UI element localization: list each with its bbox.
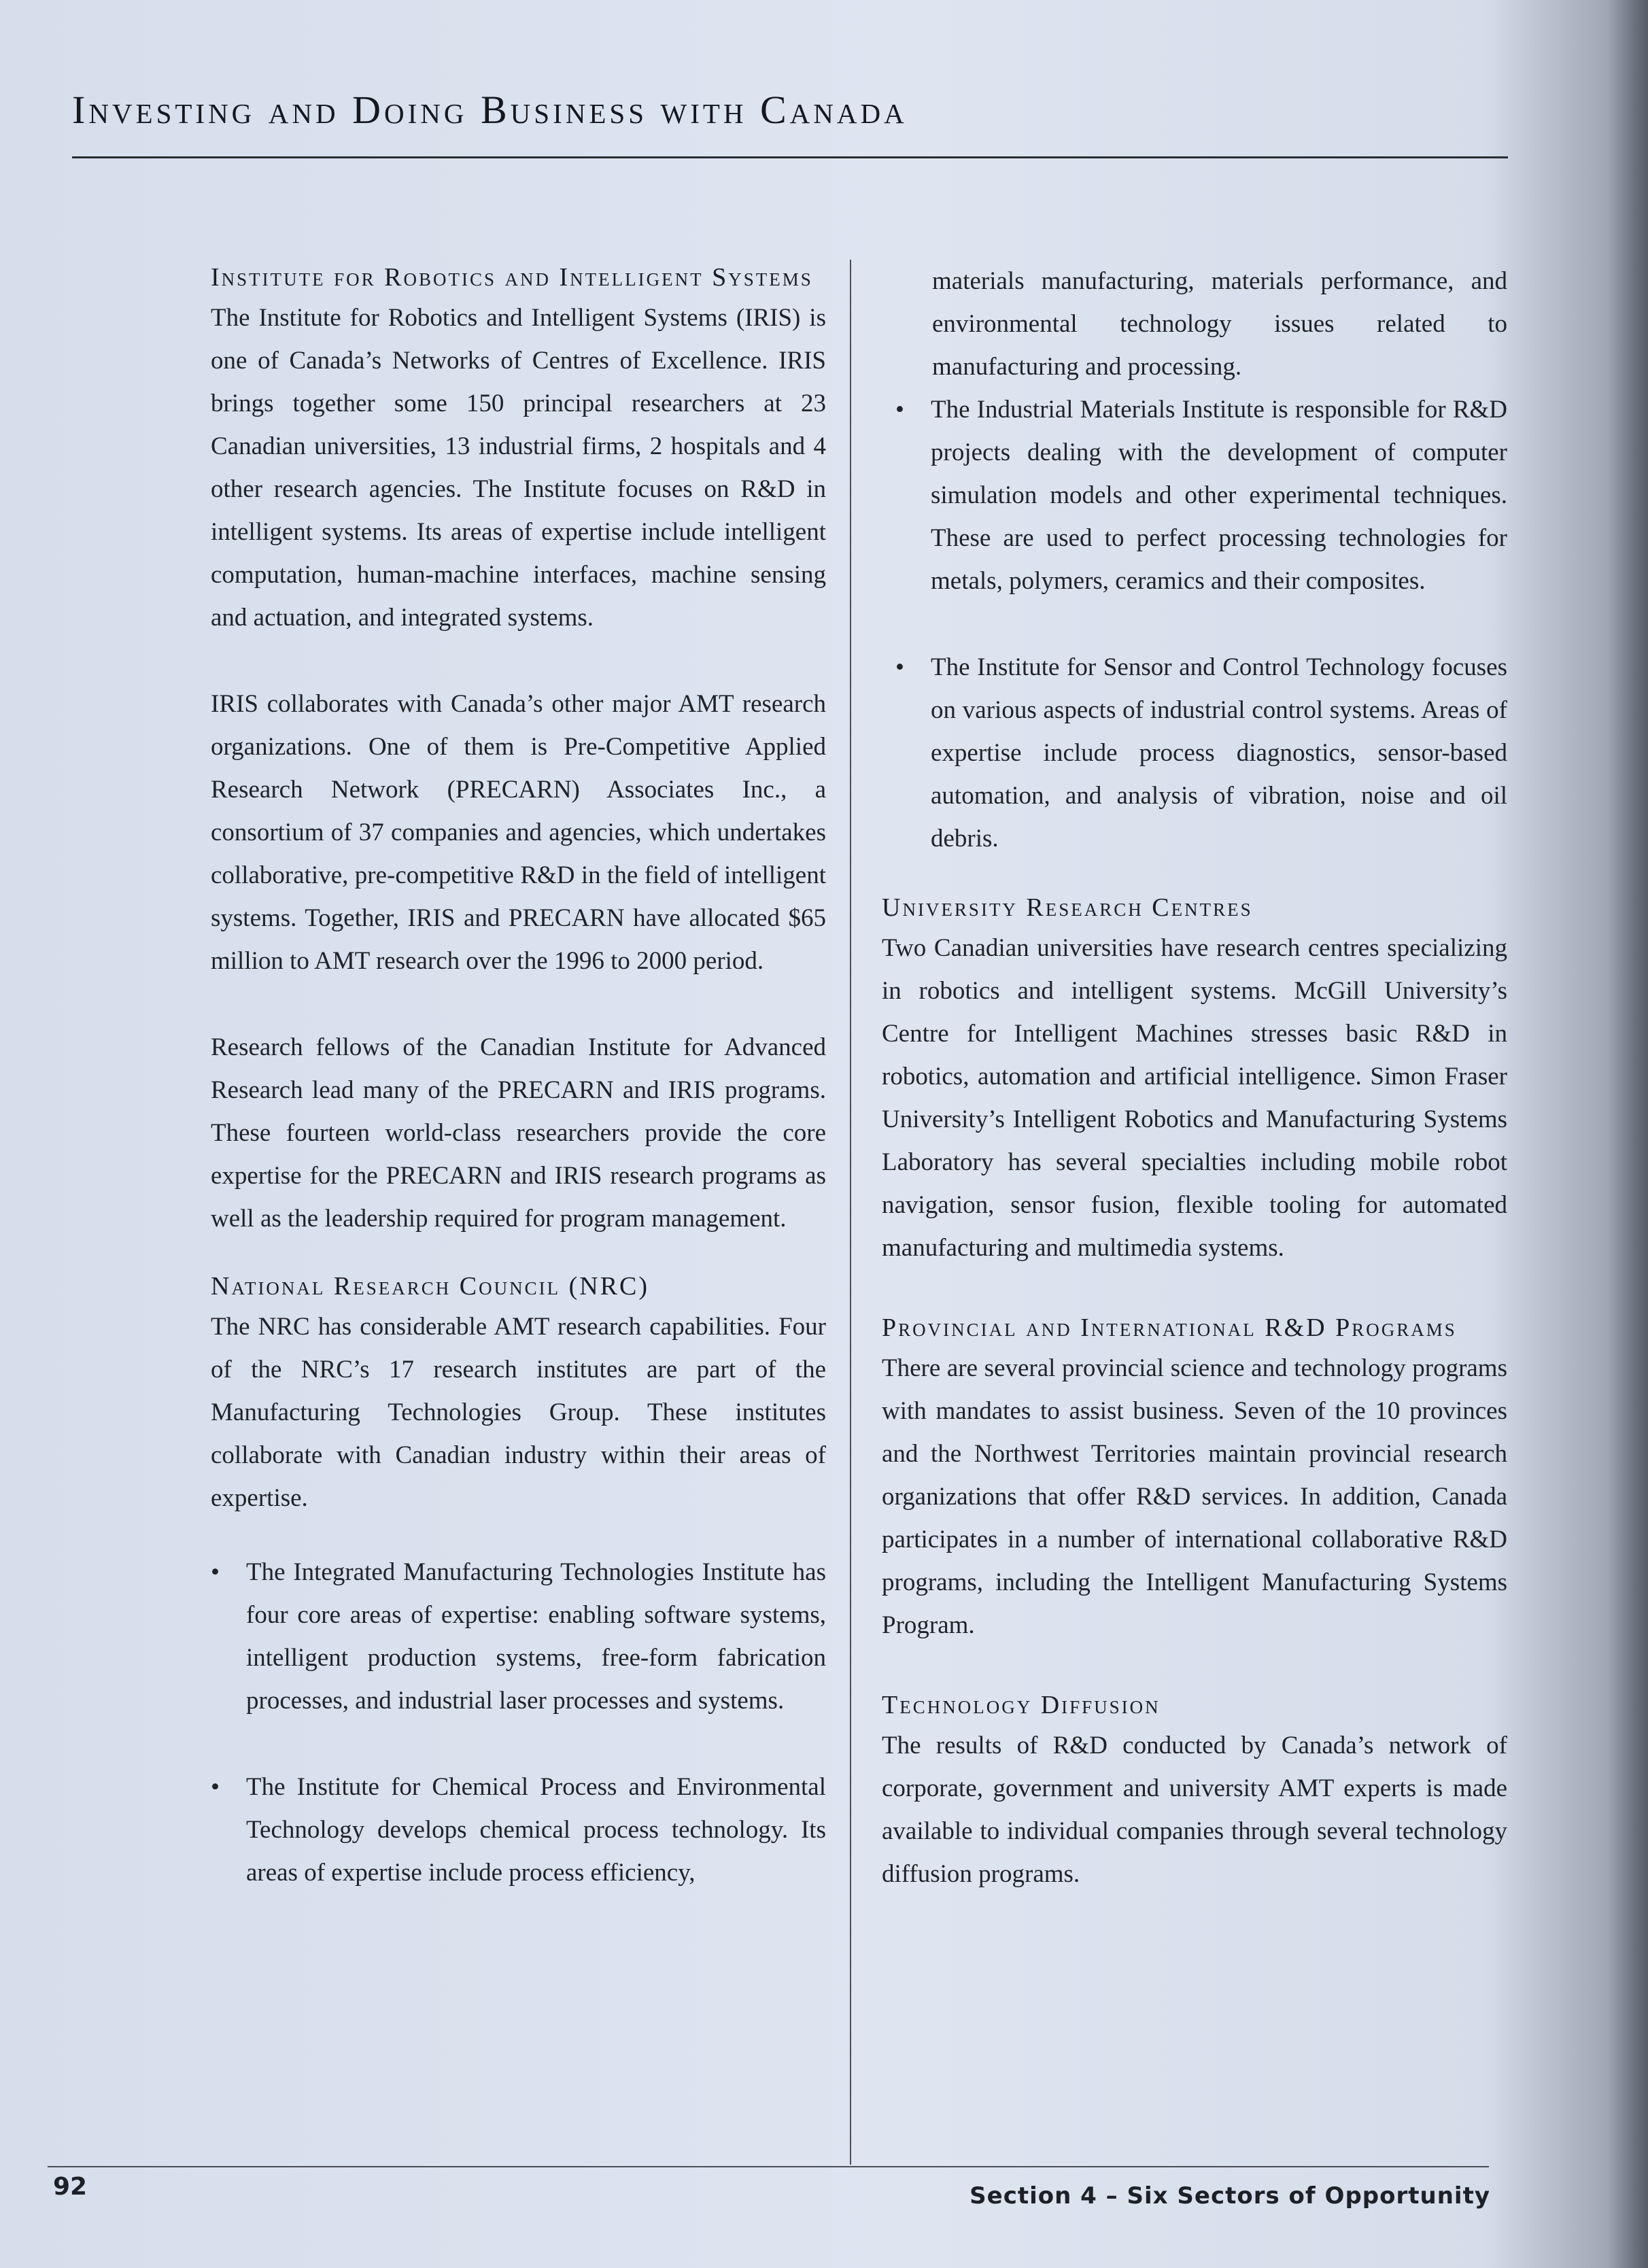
heading-technology-diffusion: Technology Diffusion	[882, 1691, 1161, 1719]
nrc-institutes-list	[211, 1551, 826, 1894]
heading-university-research: University Research Centres	[882, 893, 1253, 922]
list-item	[211, 1551, 826, 1722]
footer-rule	[48, 2166, 1489, 2167]
iris-paragraph-1: The Institute for Robotics and Intelligent Systems (IRIS) is one of Canada’s Networks of Centres of Excellence. IRIS brings together some 150 principal researchers at 23 Canadian universities, 13 industrial firms, 2 hospitals and 4 other research agencies. The Institute focuses on R&D in intelligent systems. Its areas of expertise include intelligent computation, human-machine interfaces, machine sensing and actuation, and integrated systems.	[211, 304, 826, 632]
bullet-icon: •	[211, 1773, 220, 1801]
iris-paragraph-2: IRIS collaborates with Canada’s other major AMT research organizations. One of them is Pre-Competitive Applied Research Network (PRECARN) Associates Inc., a consortium of 37 companies and agencies, which undertakes collaborative, pre-competitive R&D in the field of intelligent systems. Together, IRIS and PRECARN have allocated $65 million to AMT research over the 1996 to 2000 period.	[211, 690, 826, 975]
provincial-paragraph: There are several provincial science and technology programs with mandates to assist business. Seven of the 10 provinces and the Northwest Territories maintain provincial research organizations that offer R&D services. In addition, Canada participates in a number of international collaborative R&D programs, including the Intelligent Manufacturing Systems Program.	[882, 1354, 1507, 1639]
page-edge-shadow	[1607, 0, 1648, 2268]
nrc-institutes-list-continued	[882, 388, 1507, 860]
heading-iris: Institute for Robotics and Intelligent Systems	[211, 263, 813, 292]
list-item-text: The Industrial Materials Institute is responsible for R&D projects dealing with the development of computer simulation models and other experimental techniques. These are used to perfect processing technologies for metals, polymers, ceramics and their composites.	[931, 396, 1507, 595]
list-item	[895, 388, 1507, 602]
left-column	[211, 258, 826, 1894]
bullet-icon: •	[895, 653, 904, 681]
header-rule	[72, 156, 1508, 158]
list-item	[895, 646, 1507, 860]
right-column	[882, 260, 1507, 1895]
list-item-text: The Institute for Sensor and Control Technology focuses on various aspects of industrial control systems. Areas of expertise include process diagnostics, sensor-based automation, and analysis of vibration, noise and oil debris.	[931, 653, 1507, 853]
continuation-paragraph: materials manufacturing, materials performance, and environmental technology issues related to manufacturing and processing.	[932, 267, 1507, 381]
heading-provincial-programs: Provincial and International R&D Programs	[882, 1313, 1457, 1342]
diffusion-paragraph: The results of R&D conducted by Canada’s network of corporate, government and university AMT experts is made available to individual companies through several technology diffusion programs.	[882, 1732, 1507, 1888]
column-divider	[850, 260, 851, 2165]
list-item-text: The Integrated Manufacturing Technologies Institute has four core areas of expertise: enabling software systems, intelligent production systems, free-form fabrication processes, and industrial laser processes and systems.	[246, 1558, 826, 1715]
page-number: 92	[53, 2173, 88, 2201]
heading-nrc: National Research Council (NRC)	[211, 1272, 650, 1301]
university-paragraph: Two Canadian universities have research centres specializing in robotics and intelligent systems. McGill University’s Centre for Intelligent Machines stresses basic R&D in robotics, automation and artificial intelligence. Simon Fraser University’s Intelligent Robotics and Manufacturing Systems Laboratory has several specialties including mobile robot navigation, sensor fusion, flexible tooling for automated manufacturing and multimedia systems.	[882, 934, 1507, 1262]
list-item-text: The Institute for Chemical Process and Environmental Technology develops chemical process technology. Its areas of expertise include process efficiency,	[246, 1773, 826, 1887]
section-label: Section 4 – Six Sectors of Opportunity	[969, 2182, 1490, 2210]
list-item	[211, 1766, 826, 1894]
nrc-paragraph-1: The NRC has considerable AMT research capabilities. Four of the NRC’s 17 research institutes are part of the Manufacturing Technologies Group. These institutes collaborate with Canadian industry within their areas of expertise.	[211, 1313, 826, 1512]
page-header-title: Investing and Doing Business with Canada	[72, 88, 908, 132]
bullet-icon: •	[211, 1558, 220, 1586]
iris-paragraph-3: Research fellows of the Canadian Institute for Advanced Research lead many of the PRECARN and IRIS programs. These fourteen world-class researchers provide the core expertise for the PRECARN and IRIS research programs as well as the leadership required for program management.	[211, 1033, 826, 1233]
bullet-icon: •	[895, 396, 904, 424]
